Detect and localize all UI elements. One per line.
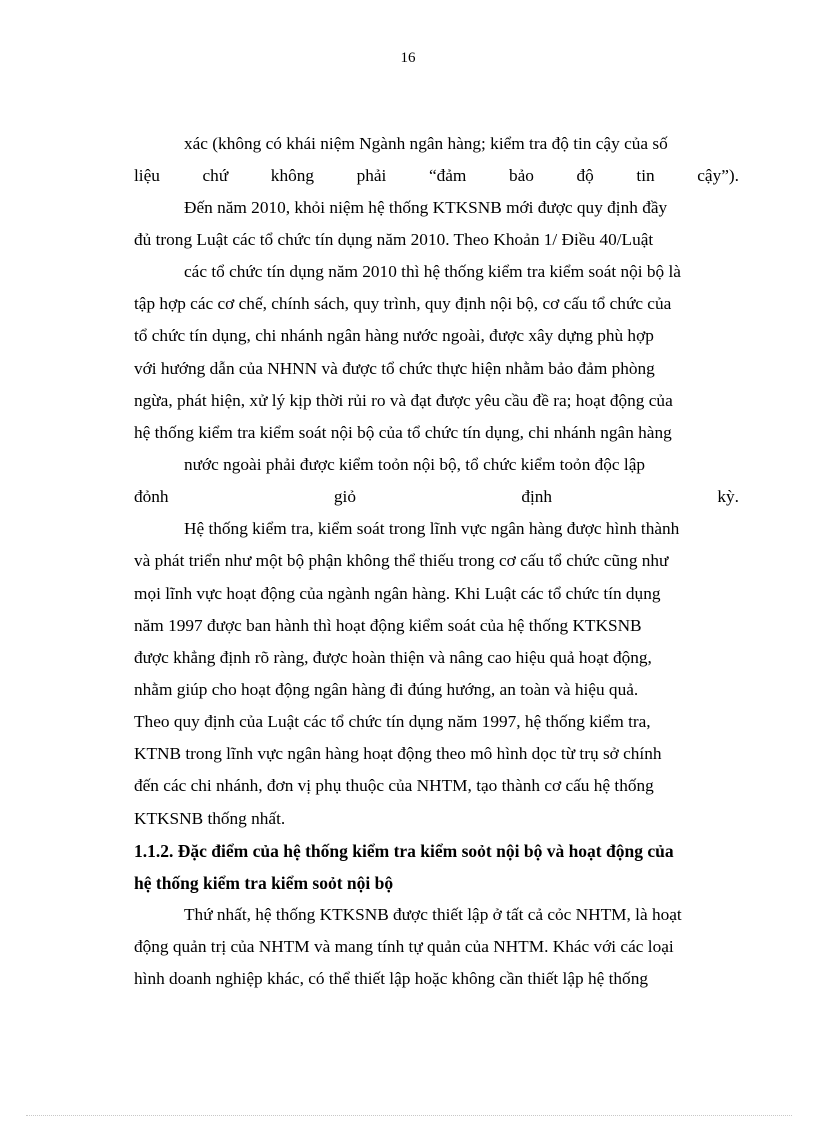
- page-number: 16: [400, 50, 416, 66]
- text-line-7: tổ chức tín dụng, chi nhánh ngân hàng nước ngoài, được xây dựng phù hợp: [134, 326, 654, 345]
- section-heading-line-1: 1.1.2. Đặc điểm của hệ thống kiểm tra kiểm soỏt nội bộ và hoạt động của: [134, 841, 674, 861]
- word: chứ: [202, 166, 229, 185]
- text-line-18: nhằm giúp cho hoạt động ngân hàng đi đúng hướng, an toàn và hiệu quả.: [134, 680, 639, 699]
- text-line-20: KTNB trong lĩnh vực ngân hàng hoạt động theo mô hình dọc từ trụ sở chính: [134, 744, 662, 763]
- text-line-8: với hướng dẫn của NHNN và được tổ chức thực hiện nhằm bảo đảm phòng: [134, 359, 655, 378]
- word: phải: [356, 166, 387, 185]
- text-line-4: đủ trong Luật các tổ chức tín dụng năm 2010. Theo Khoản 1/ Điều 40/Luật: [134, 230, 654, 249]
- section-heading-line-2: hệ thống kiểm tra kiểm soỏt nội bộ: [134, 873, 394, 893]
- text-line-1: xác (không có khái niệm Ngành ngân hàng; kiểm tra độ tin cậy của số: [184, 134, 668, 153]
- word: liệu: [134, 166, 160, 185]
- text-line-17: được khẳng định rõ ràng, được hoàn thiện và nâng cao hiệu quả hoạt động,: [134, 648, 652, 667]
- text-line-22: KTKSNB thống nhất.: [134, 809, 286, 828]
- word: không: [270, 166, 314, 185]
- word: kỳ.: [717, 487, 739, 506]
- word: định: [521, 487, 553, 506]
- page-bottom-border: [26, 1115, 792, 1116]
- word: giỏ: [333, 487, 356, 506]
- word: độ: [576, 166, 594, 185]
- word: bảo: [508, 166, 534, 185]
- text-line-5: các tổ chức tín dụng năm 2010 thì hệ thống kiểm tra kiểm soát nội bộ là: [184, 262, 681, 281]
- text-line-23: Thứ nhất, hệ thống KTKSNB được thiết lập ở tất cả cỏc NHTM, là hoạt: [184, 905, 682, 924]
- text-line-9: ngừa, phát hiện, xử lý kịp thời rủi ro và đạt được yêu cầu đề ra; hoạt động của: [134, 391, 673, 410]
- text-line-24: động quản trị của NHTM và mang tính tự quản của NHTM. Khác với các loại: [134, 937, 674, 956]
- text-line-12: [134, 486, 739, 508]
- text-line-25: hình doanh nghiệp khác, có thể thiết lập hoặc không cần thiết lập hệ thống: [134, 969, 648, 988]
- text-line-14: và phát triển như một bộ phận không thể thiếu trong cơ cấu tổ chức cũng như: [134, 551, 669, 570]
- text-line-10: hệ thống kiểm tra kiểm soát nội bộ của tổ chức tín dụng, chi nhánh ngân hàng: [134, 423, 672, 442]
- text-line-21: đến các chi nhánh, đơn vị phụ thuộc của NHTM, tạo thành cơ cấu hệ thống: [134, 776, 654, 795]
- text-line-19: Theo quy định của Luật các tổ chức tín dụng năm 1997, hệ thống kiểm tra,: [134, 712, 651, 731]
- word: cậy”).: [697, 166, 739, 185]
- text-line-13: Hệ thống kiểm tra, kiểm soát trong lĩnh vực ngân hàng được hình thành: [184, 519, 680, 538]
- text-line-11: nước ngoài phải được kiểm toỏn nội bộ, tổ chức kiểm toỏn độc lập: [184, 455, 646, 474]
- word: “đảm: [428, 166, 467, 185]
- text-line-16: năm 1997 được ban hành thì hoạt động kiểm soát của hệ thống KTKSNB: [134, 616, 642, 635]
- text-line-6: tập hợp các cơ chế, chính sách, quy trình, quy định nội bộ, cơ cấu tổ chức của: [134, 294, 672, 313]
- word: đỏnh: [134, 487, 169, 506]
- text-line-15: mọi lĩnh vực hoạt động của ngành ngân hàng. Khi Luật các tổ chức tín dụng: [134, 584, 661, 603]
- text-line-2: [134, 165, 739, 187]
- word: tin: [636, 166, 655, 185]
- text-line-3: Đến năm 2010, khỏi niệm hệ thống KTKSNB mới được quy định đầy: [184, 198, 668, 217]
